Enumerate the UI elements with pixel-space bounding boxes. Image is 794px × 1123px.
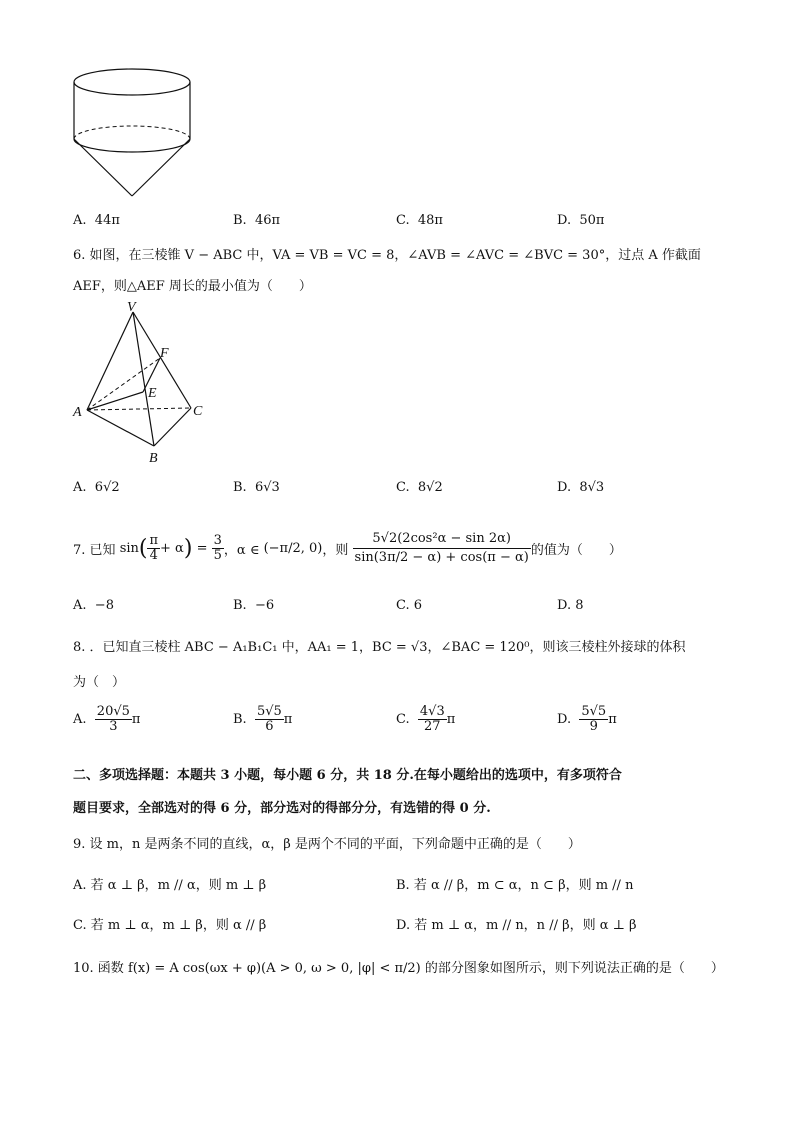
q6-stem-line2: AEF，则△AEF 周长的最小值为（ ）: [73, 279, 312, 294]
q6-option-a: A. 6√2: [73, 480, 120, 495]
q9-stem: 9. 设 m，n 是两条不同的直线，α，β 是两个不同的平面，下列命题中正确的是（ ）: [73, 837, 581, 852]
section2-heading-line1: 二、多项选择题：本题共 3 小题，每小题 6 分，共 18 分.在每小题给出的选项中，有多项符合: [73, 768, 622, 783]
q5-option-c: C. 48π: [396, 213, 443, 228]
section2-heading-line2: 题目要求，全部选对的得 6 分，部分选对的得部分分，有选错的得 0 分.: [73, 801, 491, 816]
label-b: B: [149, 451, 158, 466]
label-f: F: [160, 346, 169, 361]
q7-stem: 7. 已知 sin ( $\frac{\pi}{4}$ + α ) = $\frac{3}{5}$ ，α ∈ (−π/2, 0) ，则 $\frac{\text{5√2(2cos²α − sin 2α)}}{\sin(3\pi/2 - \alpha) + \cos(\pi - \alpha)}$ 的值为（ ）: [73, 530, 622, 565]
label-c: C: [193, 404, 203, 419]
q9-option-d: D. 若 m ⊥ α，m // n，n // β，则 α ⊥ β: [396, 918, 637, 933]
q9-option-c: C. 若 m ⊥ α，m ⊥ β，则 α // β: [73, 918, 267, 933]
q6-option-b: B. 6√3: [233, 480, 280, 495]
q8-option-d: D. $\frac{5√5}{9}$ π: [557, 704, 617, 734]
q5-option-b: B. 46π: [233, 213, 281, 228]
q8-option-a: A. $\frac{20√5}{3}$ π: [73, 704, 141, 734]
label-v: V: [127, 300, 136, 315]
q10-stem: 10. 函数 f(x) = A cos(ωx + φ)(A > 0, ω > 0, |φ| < π/2) 的部分图象如图所示，则下列说法正确的是（ ）: [73, 961, 724, 976]
q6-option-d: D. 8√3: [557, 480, 605, 495]
tetrahedron-figure: [70, 300, 210, 468]
q7-option-a: A. −8: [73, 598, 114, 613]
q7-option-d: D. 8: [557, 598, 584, 613]
label-e: E: [148, 386, 157, 401]
q5-option-a: A. 44π: [73, 213, 120, 228]
q8-option-b: B. $\frac{5√5}{6}$ π: [233, 704, 293, 734]
cylinder-cone-figure: [70, 64, 194, 200]
q5-option-d: D. 50π: [557, 213, 605, 228]
q8-option-c: C. $\frac{4√3}{27}$ π: [396, 704, 456, 734]
q7-option-b: B. −6: [233, 598, 275, 613]
q6-stem-line1: 6. 如图，在三棱锥 V − ABC 中，VA = VB = VC = 8，∠AVB = ∠AVC = ∠BVC = 30°，过点 A 作截面: [73, 248, 701, 263]
q8-stem-line2: 为（ ）: [73, 675, 126, 690]
q6-option-c: C. 8√2: [396, 480, 443, 495]
q9-option-a: A. 若 α ⊥ β，m // α，则 m ⊥ β: [73, 878, 267, 893]
label-a: A: [73, 405, 82, 420]
q9-option-b: B. 若 α // β，m ⊂ α，n ⊂ β，则 m // n: [396, 878, 634, 893]
q7-option-c: C. 6: [396, 598, 423, 613]
q8-stem-line1: 8. ．已知直三棱柱 ABC − A₁B₁C₁ 中，AA₁ = 1，BC = √3，∠BAC = 120⁰，则该三棱柱外接球的体积: [73, 640, 686, 655]
